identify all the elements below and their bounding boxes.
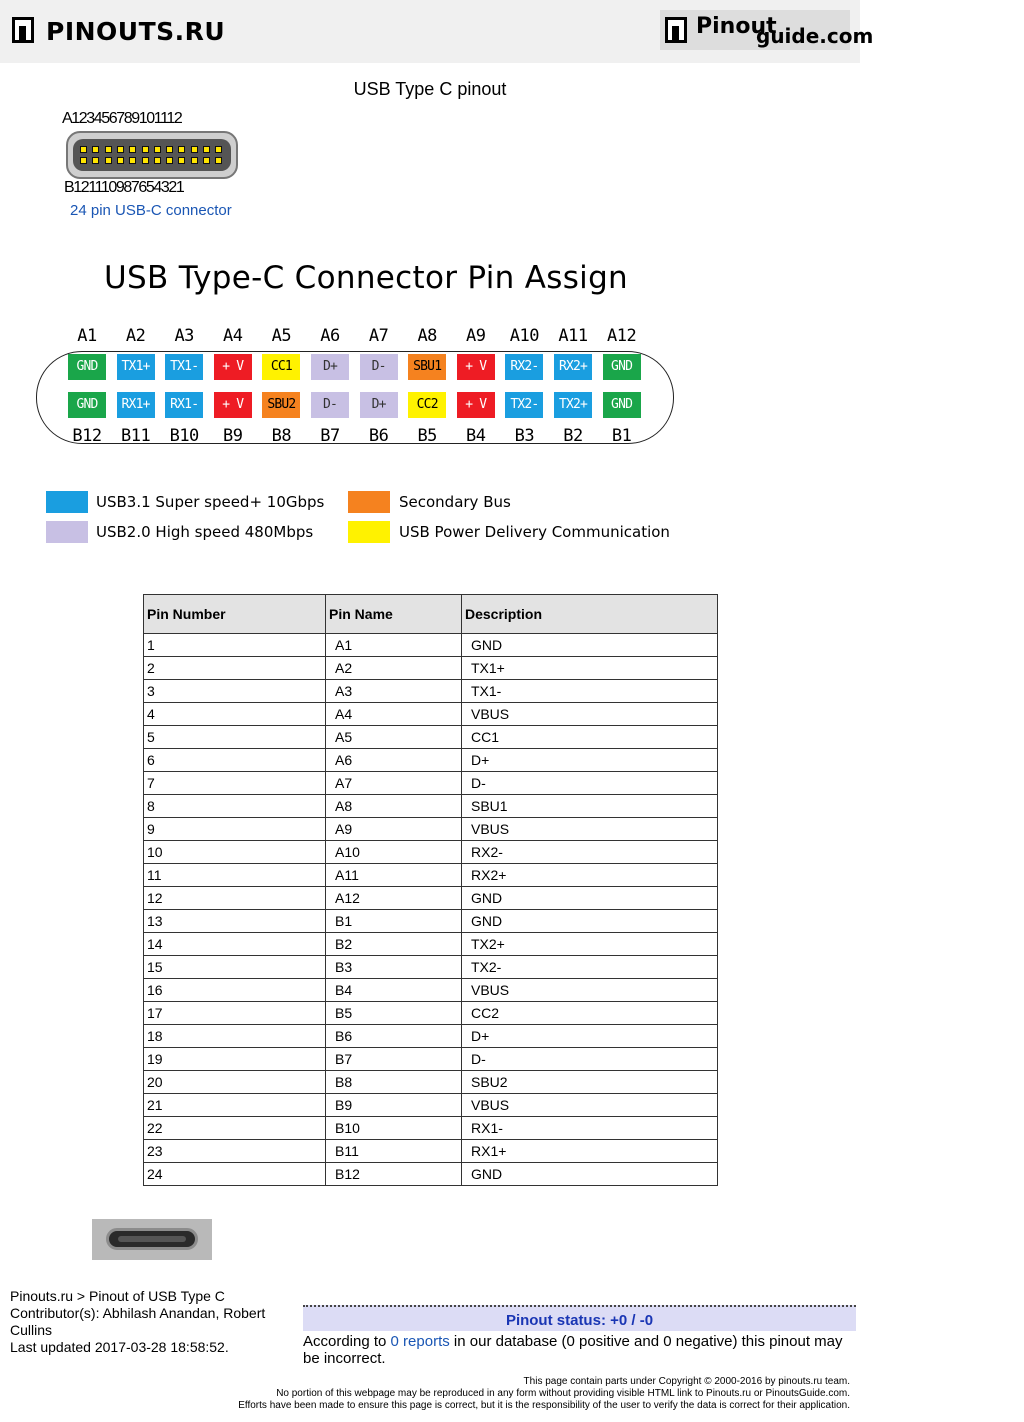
- connector-pin: [129, 157, 136, 164]
- pin-name-cell: B3: [326, 956, 462, 979]
- bottom-pin-label: B3: [514, 426, 535, 446]
- table-row: [144, 1025, 718, 1048]
- legend-usb31: USB3.1 Super speed+ 10Gbps: [96, 493, 325, 511]
- top-pin-label: A10: [509, 326, 539, 346]
- connector-pin: [154, 146, 161, 153]
- connector-a-row-label: A123456789101112: [62, 110, 182, 127]
- pin-name-cell: B4: [326, 979, 462, 1002]
- pin-number-cell: 8: [144, 795, 326, 818]
- pin-name-cell: A8: [326, 795, 462, 818]
- table-row: [144, 956, 718, 979]
- legend-swatch-lilac: [46, 521, 88, 543]
- status-description: [303, 1333, 856, 1367]
- guide-logo-text-b: guide.com: [756, 24, 874, 48]
- pin-name-cell: B8: [326, 1071, 462, 1094]
- top-pin: CC1: [262, 354, 300, 380]
- pin-name-cell: B7: [326, 1048, 462, 1071]
- contributors-line-1: Contributor(s): Abhilash Anandan, Robert: [10, 1305, 266, 1321]
- pin-number-cell: 16: [144, 979, 326, 1002]
- pin-name-cell: A6: [326, 749, 462, 772]
- bottom-pin-label: B2: [563, 426, 583, 446]
- top-pin-label: A7: [368, 326, 389, 346]
- last-updated: Last updated 2017-03-28 18:58:52.: [10, 1339, 229, 1355]
- top-pin: TX1+: [117, 354, 155, 380]
- connector-photo: [92, 1219, 212, 1260]
- connector-pin: [142, 146, 149, 153]
- bottom-pin-label: B10: [169, 426, 199, 446]
- pin-number-cell: 6: [144, 749, 326, 772]
- top-pin-label: A1: [77, 326, 97, 346]
- pin-number-cell: 23: [144, 1140, 326, 1163]
- top-pin-label: A11: [558, 326, 588, 346]
- connector-pin: [191, 157, 198, 164]
- connector-caption: 24 pin USB-C connector: [70, 202, 232, 219]
- pin-number-cell: 2: [144, 657, 326, 680]
- legend-secondary: Secondary Bus: [399, 493, 511, 511]
- reports-link[interactable]: 0 reports: [390, 1333, 450, 1350]
- description-cell: TX1-: [462, 680, 718, 703]
- pin-name-cell: B1: [326, 910, 462, 933]
- pin-number-cell: 14: [144, 933, 326, 956]
- photo-port-tongue: [118, 1236, 186, 1242]
- top-pin-label: A12: [606, 326, 637, 346]
- table-row: [144, 795, 718, 818]
- pin-name-cell: B10: [326, 1117, 462, 1140]
- description-cell: CC1: [462, 726, 718, 749]
- guide-logo-text-a: Pinout: [696, 14, 777, 39]
- col-pin-name: Pin Name: [326, 595, 462, 634]
- pin-number-cell: 15: [144, 956, 326, 979]
- connector-slot: [73, 139, 231, 171]
- description-cell: TX2+: [462, 933, 718, 956]
- pin-number-cell: 12: [144, 887, 326, 910]
- table-row: [144, 818, 718, 841]
- site-header: [0, 0, 874, 63]
- top-pin: D-: [360, 354, 398, 380]
- description-cell: RX1-: [462, 1117, 718, 1140]
- description-cell: GND: [462, 887, 718, 910]
- table-row: [144, 1094, 718, 1117]
- connector-pin: [166, 146, 173, 153]
- bottom-pin: RX1+: [117, 392, 155, 418]
- description-cell: D+: [462, 749, 718, 772]
- status-text-pre: According to: [303, 1333, 391, 1350]
- connector-pin: [92, 146, 99, 153]
- bottom-pin: GND: [68, 392, 106, 418]
- pin-number-cell: 18: [144, 1025, 326, 1048]
- connector-pin: [191, 146, 198, 153]
- table-row: [144, 703, 718, 726]
- connector-pin: [215, 157, 222, 164]
- top-pin-label: A8: [417, 326, 437, 346]
- table-row: [144, 749, 718, 772]
- table-row: [144, 1071, 718, 1094]
- bottom-pin: + V: [214, 392, 252, 418]
- pin-number-cell: 7: [144, 772, 326, 795]
- bottom-pin-label: B8: [271, 426, 292, 446]
- description-cell: VBUS: [462, 979, 718, 1002]
- legend-pd: USB Power Delivery Communication: [399, 523, 670, 541]
- description-cell: GND: [462, 910, 718, 933]
- table-row: [144, 864, 718, 887]
- top-pin-label: A5: [271, 326, 292, 346]
- top-pin: SBU1: [408, 354, 446, 380]
- pin-name-cell: B11: [326, 1140, 462, 1163]
- top-pin: RX2-: [505, 354, 543, 380]
- diagram-title: USB Type-C Connector Pin Assign: [104, 260, 628, 296]
- description-cell: D-: [462, 1048, 718, 1071]
- description-cell: GND: [462, 634, 718, 657]
- bottom-pin-label: B1: [611, 426, 632, 446]
- bottom-pin-label: B6: [368, 426, 389, 446]
- top-pin-label: A3: [174, 326, 194, 346]
- copyright-line-1: This page contain parts under Copyright © 2000-2016 by pinouts.ru team.: [523, 1376, 850, 1387]
- pin-name-cell: B6: [326, 1025, 462, 1048]
- description-cell: VBUS: [462, 703, 718, 726]
- pin-name-cell: B2: [326, 933, 462, 956]
- description-cell: RX1+: [462, 1140, 718, 1163]
- site-logo-text: PINOUTS.RU: [46, 17, 226, 46]
- logo-icon: [12, 17, 34, 43]
- connector-pin: [178, 146, 185, 153]
- table-row: [144, 1002, 718, 1025]
- pin-number-cell: 9: [144, 818, 326, 841]
- bottom-pin: + V: [457, 392, 495, 418]
- connector-pin: [178, 157, 185, 164]
- table-row: [144, 726, 718, 749]
- bottom-pin: TX2+: [554, 392, 592, 418]
- top-pin: + V: [214, 354, 252, 380]
- connector-pin: [203, 157, 210, 164]
- connector-pin: [142, 157, 149, 164]
- table-row: [144, 772, 718, 795]
- top-pin-label: A9: [466, 326, 486, 346]
- description-cell: VBUS: [462, 1094, 718, 1117]
- connector-pin: [80, 157, 87, 164]
- pin-name-cell: A9: [326, 818, 462, 841]
- pin-number-cell: 24: [144, 1163, 326, 1186]
- bottom-pin: SBU2: [262, 392, 300, 418]
- pin-number-cell: 10: [144, 841, 326, 864]
- top-pin: TX1-: [165, 354, 203, 380]
- bottom-pin-label: B4: [466, 426, 486, 446]
- pin-name-cell: A3: [326, 680, 462, 703]
- bottom-pin: TX2-: [505, 392, 543, 418]
- logo-icon: [665, 17, 687, 43]
- table-row: [144, 1117, 718, 1140]
- description-cell: GND: [462, 1163, 718, 1186]
- breadcrumb[interactable]: Pinouts.ru > Pinout of USB Type C: [10, 1288, 225, 1304]
- page-title: USB Type C pinout: [353, 79, 507, 99]
- contributors-line-2: Cullins: [10, 1322, 53, 1338]
- pin-number-cell: 19: [144, 1048, 326, 1071]
- connector-b-row-label: B121110987654321: [64, 179, 184, 196]
- top-pin-label: A6: [320, 326, 340, 346]
- pin-number-cell: 20: [144, 1071, 326, 1094]
- top-pin: GND: [68, 354, 106, 380]
- table-row: [144, 1163, 718, 1186]
- bottom-pin-label: B11: [120, 426, 151, 446]
- pin-number-cell: 1: [144, 634, 326, 657]
- bottom-pin: D+: [360, 392, 398, 418]
- connector-pin: [215, 146, 222, 153]
- pin-name-cell: A5: [326, 726, 462, 749]
- copyright-line-3: Efforts have been made to ensure this page is correct, but it is the responsibility of the user to verify the data is correct for their application.: [238, 1400, 850, 1411]
- description-cell: SBU2: [462, 1071, 718, 1094]
- bottom-pin: RX1-: [165, 392, 203, 418]
- pin-number-cell: 5: [144, 726, 326, 749]
- pin-name-cell: B9: [326, 1094, 462, 1117]
- description-cell: D-: [462, 772, 718, 795]
- description-cell: CC2: [462, 1002, 718, 1025]
- table-row: [144, 1140, 718, 1163]
- pinoutguide-logo[interactable]: [660, 10, 874, 50]
- description-cell: TX1+: [462, 657, 718, 680]
- copyright-line-2: No portion of this webpage may be reproduced in any form without providing visible HTML link to Pinouts.ru or PinoutsGuide.com.: [276, 1388, 850, 1399]
- pin-name-cell: A12: [326, 887, 462, 910]
- pin-name-cell: A7: [326, 772, 462, 795]
- connector-pin: [203, 146, 210, 153]
- description-cell: D+: [462, 1025, 718, 1048]
- pin-name-cell: A4: [326, 703, 462, 726]
- table-row: [144, 910, 718, 933]
- pin-name-cell: A2: [326, 657, 462, 680]
- table-row: [144, 1048, 718, 1071]
- bottom-pin: GND: [603, 392, 641, 418]
- pin-name-cell: B5: [326, 1002, 462, 1025]
- description-cell: TX2-: [462, 956, 718, 979]
- table-row: [144, 979, 718, 1002]
- table-header-row: [144, 595, 718, 634]
- top-pin: D+: [311, 354, 349, 380]
- legend-swatch-blue: [46, 491, 88, 513]
- top-pin: RX2+: [554, 354, 592, 380]
- bottom-pin: CC2: [408, 392, 446, 418]
- pinout-table: [143, 594, 718, 1186]
- description-cell: VBUS: [462, 818, 718, 841]
- connector-pin: [166, 157, 173, 164]
- table-row: [144, 933, 718, 956]
- pin-name-cell: A1: [326, 634, 462, 657]
- pin-number-cell: 11: [144, 864, 326, 887]
- table-row: [144, 657, 718, 680]
- pin-number-cell: 3: [144, 680, 326, 703]
- pin-number-cell: 21: [144, 1094, 326, 1117]
- top-pin-label: A4: [223, 326, 243, 346]
- bottom-pin-label: B5: [417, 426, 437, 446]
- legend-swatch-yellow: [348, 521, 390, 543]
- legend-swatch-orange: [348, 491, 390, 513]
- bottom-pin-label: B12: [72, 426, 102, 446]
- bottom-pin-label: B9: [223, 426, 243, 446]
- connector-pin: [154, 157, 161, 164]
- pin-number-cell: 4: [144, 703, 326, 726]
- legend-usb20: USB2.0 High speed 480Mbps: [96, 523, 314, 541]
- connector-pin: [105, 157, 112, 164]
- table-row: [144, 887, 718, 910]
- pin-name-cell: B12: [326, 1163, 462, 1186]
- table-row: [144, 841, 718, 864]
- col-description: Description: [462, 595, 718, 634]
- connector-pin: [80, 146, 87, 153]
- top-pin: GND: [603, 354, 641, 380]
- connector-pin: [92, 157, 99, 164]
- bottom-pin: D-: [311, 392, 349, 418]
- top-pin-label: A2: [125, 326, 146, 346]
- pin-number-cell: 22: [144, 1117, 326, 1140]
- table-row: [144, 680, 718, 703]
- pin-number-cell: 17: [144, 1002, 326, 1025]
- status-text-post: in our database (0 positive and 0 negative) this pinout may be incorrect.: [303, 1333, 843, 1367]
- pin-name-cell: A10: [326, 841, 462, 864]
- connector-pin: [117, 157, 124, 164]
- col-pin-number: Pin Number: [144, 595, 326, 634]
- connector-pin: [117, 146, 124, 153]
- pinout-status-bar: Pinout status: +0 / -0: [303, 1305, 856, 1331]
- connector-pin: [105, 146, 112, 153]
- description-cell: SBU1: [462, 795, 718, 818]
- pin-name-cell: A11: [326, 864, 462, 887]
- table-row: [144, 634, 718, 657]
- connector-pin: [129, 146, 136, 153]
- bottom-pin-label: B7: [320, 426, 340, 446]
- description-cell: RX2-: [462, 841, 718, 864]
- top-pin: + V: [457, 354, 495, 380]
- pin-number-cell: 13: [144, 910, 326, 933]
- pinouts-ru-logo[interactable]: [12, 15, 226, 47]
- description-cell: RX2+: [462, 864, 718, 887]
